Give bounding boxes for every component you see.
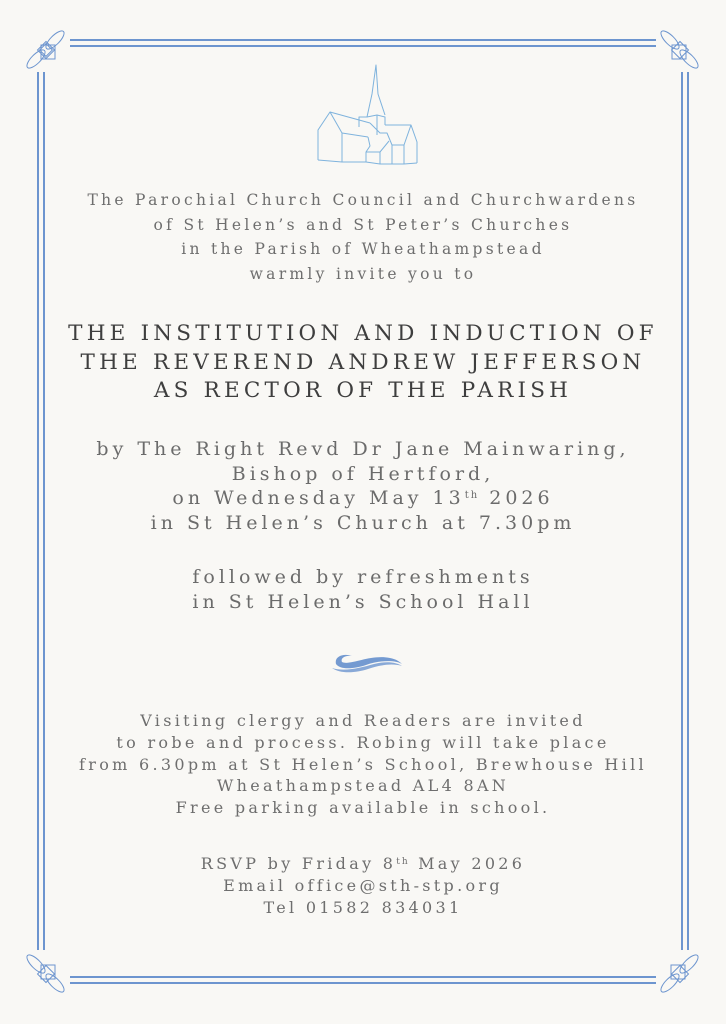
title-line: THE INSTITUTION AND INDUCTION OF — [68, 321, 658, 346]
intro-text — [0, 188, 726, 286]
rsvp — [0, 853, 726, 918]
rsvp-prefix: RSVP by Friday 8 — [200, 854, 397, 873]
notice-line: Visiting clergy and Readers are invited — [140, 711, 586, 730]
title-line: THE REVEREND ANDREW JEFFERSON — [80, 349, 646, 375]
border-bottom-outer — [70, 982, 656, 984]
clergy-notice — [0, 710, 726, 819]
event-date — [0, 486, 726, 511]
notice-line: from 6.30pm at St Helen’s School, Brewhouse Hill — [79, 754, 647, 774]
date-ordinal: th — [464, 490, 480, 501]
refreshments-line: in St Helen’s School Hall — [192, 590, 534, 613]
corner-knot-icon — [656, 26, 704, 74]
refreshments-line: followed by refreshments — [192, 566, 534, 588]
intro-line: of St Helen’s and St Peter’s Churches — [153, 215, 573, 234]
border-top-outer — [70, 39, 656, 41]
wave-icon — [330, 648, 406, 676]
rsvp-email: Email office@sth-stp.org — [223, 875, 503, 895]
rsvp-phone: Tel 01582 834031 — [263, 897, 463, 917]
refreshments — [0, 565, 726, 614]
officiant-role: Bishop of Hertford, — [231, 462, 495, 485]
venue-time: in St Helen’s Church at 7.30pm — [150, 511, 576, 534]
service-details — [0, 437, 726, 535]
event-title — [0, 320, 726, 406]
rsvp-deadline — [0, 853, 726, 875]
notice-line: to robe and process. Robing will take place — [116, 732, 610, 752]
title-line: AS RECTOR OF THE PARISH — [153, 378, 573, 403]
notice-line: Free parking available in school. — [175, 798, 551, 818]
intro-line: warmly invite you to — [249, 264, 477, 283]
rsvp-ordinal: th — [396, 857, 410, 867]
date-year: 2026 — [479, 487, 554, 509]
corner-knot-icon — [22, 950, 70, 998]
notice-line: Wheathampstead AL4 8AN — [216, 776, 510, 796]
corner-knot-icon — [656, 950, 704, 998]
border-top-inner — [70, 45, 656, 47]
intro-line: The Parochial Church Council and Churchwardens — [87, 191, 639, 209]
rsvp-rest: May 2026 — [409, 854, 526, 873]
date-prefix: on Wednesday May 13 — [172, 487, 465, 509]
intro-line: in the Parish of Wheathampstead — [181, 240, 545, 258]
church-icon — [310, 60, 430, 180]
corner-knot-icon — [22, 26, 70, 74]
border-bottom-inner — [70, 976, 656, 978]
officiant: by The Right Revd Dr Jane Mainwaring, — [96, 438, 630, 460]
